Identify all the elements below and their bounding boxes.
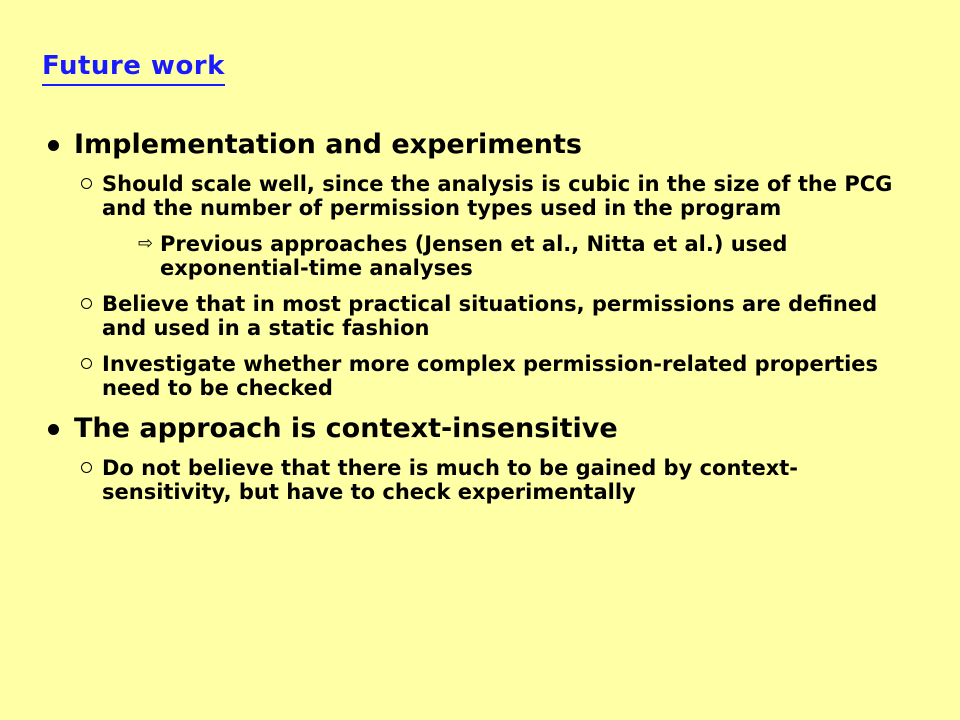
list-item bbox=[40, 172, 920, 220]
list-item bbox=[40, 456, 920, 504]
list-item bbox=[40, 292, 920, 340]
list-item-text: Should scale well, since the analysis is cubic in the size of the PCG and the number of permission types used in the program bbox=[102, 172, 893, 220]
list-item bbox=[40, 352, 920, 400]
hollow-circle-bullet-icon bbox=[81, 298, 92, 309]
hollow-circle-bullet-icon bbox=[81, 358, 92, 369]
slide-title: Future work bbox=[42, 50, 225, 86]
section-heading-context bbox=[40, 412, 920, 446]
section-heading-text: The approach is context-insensitive bbox=[74, 413, 618, 444]
list-item-text: Do not believe that there is much to be gained by context-sensitivity, but have to check experimentally bbox=[102, 456, 798, 504]
filled-circle-bullet-icon bbox=[48, 424, 59, 435]
list-item-text: Investigate whether more complex permission-related properties need to be checked bbox=[102, 352, 879, 400]
sub-list-item-text: Previous approaches (Jensen et al., Nitta et al.) used exponential-time analyses bbox=[160, 232, 788, 280]
slide-content bbox=[40, 120, 920, 516]
hollow-circle-bullet-icon bbox=[81, 462, 92, 473]
list-item-text: Believe that in most practical situations, permissions are defined and used in a static fashion bbox=[102, 292, 878, 340]
section-heading-text: Implementation and experiments bbox=[74, 129, 582, 160]
filled-circle-bullet-icon bbox=[48, 140, 59, 151]
hollow-circle-bullet-icon bbox=[81, 178, 92, 189]
hollow-right-arrow-icon: ⇨ bbox=[138, 233, 154, 254]
sub-list-item bbox=[40, 232, 920, 280]
section-heading-implementation bbox=[40, 128, 920, 162]
